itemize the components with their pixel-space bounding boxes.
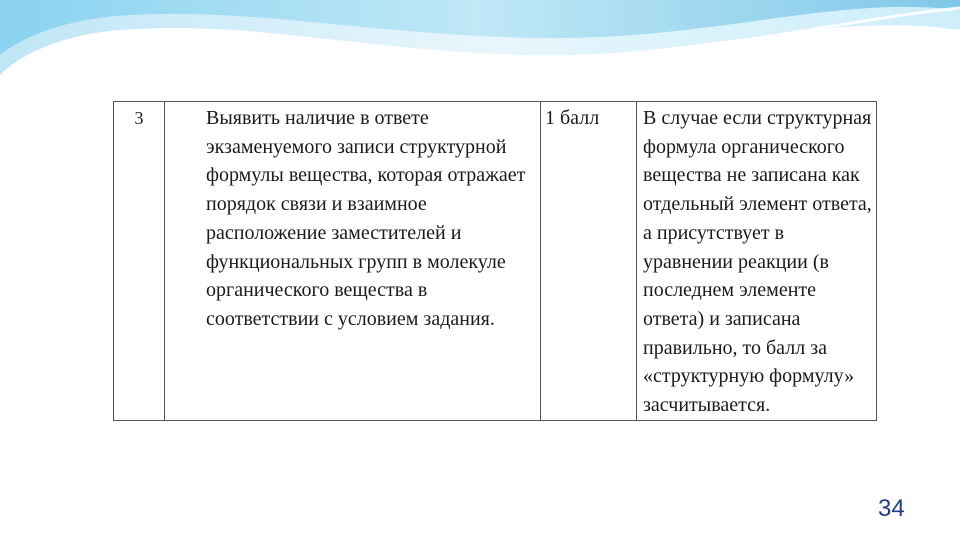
table-row — [114, 102, 877, 421]
page-number: 34 — [878, 495, 905, 522]
criteria-table — [113, 101, 877, 421]
score-cell: 1 балл — [541, 102, 637, 421]
note-cell: В случае если структурная формула органического вещества не записана как отдельный элемент ответа, а присутствует в уравнении реакции (в последнем элементе ответа) и записана правильно, то балл за «структурную формулу» засчитывается. — [637, 102, 877, 421]
task-cell: Выявить наличие в ответе экзаменуемого записи структурной формулы вещества, которая отражает порядок связи и взаимное расположение заместителей и функциональных групп в молекуле органического вещества в соответствии с условием задания. — [165, 102, 541, 421]
item-number-cell: 3 — [114, 102, 165, 421]
header-wave-decoration — [0, 0, 960, 110]
